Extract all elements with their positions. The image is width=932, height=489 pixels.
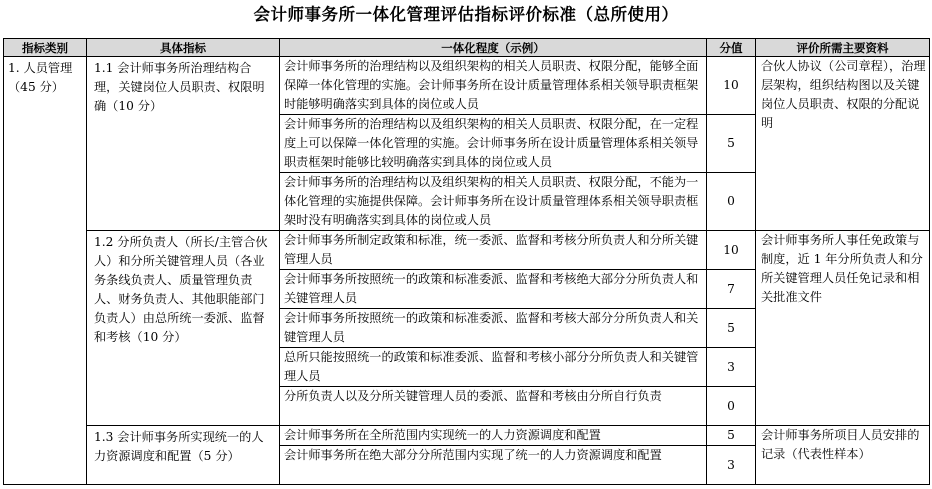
score-cell: 5 — [707, 426, 756, 446]
header-degree: 一体化程度（示例） — [280, 39, 707, 57]
score-cell: 7 — [707, 270, 756, 309]
degree-cell: 分所负责人以及分所关键管理人员的委派、监督和考核由分所自行负责 — [280, 387, 707, 426]
table-row — [4, 426, 930, 446]
evaluation-table — [3, 38, 930, 485]
category-cell: 1. 人员管理（45 分） — [4, 57, 87, 485]
degree-cell: 会计师事务所的治理结构以及组织架构的相关人员职责、权限分配，不能为一体化管理的实施提供保障。会计师事务所在设计质量管理体系相关领导职责框架时没有明确落实到具体的岗位或人员 — [280, 173, 707, 231]
header-indicator: 具体指标 — [87, 39, 280, 57]
materials-cell: 会计师事务所项目人员安排的记录（代表性样本） — [756, 426, 930, 485]
header-row — [4, 39, 930, 57]
score-cell: 0 — [707, 387, 756, 426]
degree-cell: 会计师事务所在绝大部分分所范围内实现了统一的人力资源调度和配置 — [280, 446, 707, 485]
score-cell: 10 — [707, 57, 756, 115]
score-cell: 3 — [707, 446, 756, 485]
degree-cell: 总所只能按照统一的政策和标准委派、监督和考核小部分分所负责人和关键管理人员 — [280, 348, 707, 387]
indicator-cell: 1.2 分所负责人（所长/主管合伙人）和分所关键管理人员（各业务条线负责人、质量管理负责人、财务负责人、其他职能部门负责人）由总所统一委派、监督和考核（10 分） — [87, 231, 280, 426]
header-materials: 评价所需主要资料 — [756, 39, 930, 57]
score-cell: 3 — [707, 348, 756, 387]
header-score: 分值 — [707, 39, 756, 57]
score-cell: 5 — [707, 115, 756, 173]
score-cell: 5 — [707, 309, 756, 348]
page-title: 会计师事务所一体化管理评估指标评价标准（总所使用） — [253, 5, 679, 24]
degree-cell: 会计师事务所的治理结构以及组织架构的相关人员职责、权限分配，能够全面保障一体化管理的实施。会计师事务所在设计质量管理体系相关领导职责框架时能够明确落实到具体的岗位或人员 — [280, 57, 707, 115]
header-category: 指标类别 — [4, 39, 87, 57]
degree-cell: 会计师事务所按照统一的政策和标准委派、监督和考核绝大部分分所负责人和关键管理人员 — [280, 270, 707, 309]
degree-cell: 会计师事务所的治理结构以及组织架构的相关人员职责、权限分配，在一定程度上可以保障一体化管理的实施。会计师事务所在设计质量管理体系相关领导职责框架时能够比较明确落实到具体的岗位或人员 — [280, 115, 707, 173]
table-row — [4, 231, 930, 270]
degree-cell: 会计师事务所在全所范围内实现统一的人力资源调度和配置 — [280, 426, 707, 446]
indicator-cell: 1.1 会计师事务所治理结构合理，关键岗位人员职责、权限明确（10 分） — [87, 57, 280, 231]
table-row — [4, 57, 930, 115]
score-cell: 0 — [707, 173, 756, 231]
degree-cell: 会计师事务所制定政策和标准，统一委派、监督和考核分所负责人和分所关键管理人员 — [280, 231, 707, 270]
indicator-cell: 1.3 会计师事务所实现统一的人力资源调度和配置（5 分） — [87, 426, 280, 485]
score-cell: 10 — [707, 231, 756, 270]
materials-cell: 合伙人协议（公司章程），治理层架构，组织结构图以及关键岗位人员职责、权限的分配说明 — [756, 57, 930, 231]
degree-cell: 会计师事务所按照统一的政策和标准委派、监督和考核大部分分所负责人和关键管理人员 — [280, 309, 707, 348]
materials-cell: 会计师事务所人事任免政策与制度，近 1 年分所负责人和分所关键管理人员任免记录和相关批准文件 — [756, 231, 930, 426]
